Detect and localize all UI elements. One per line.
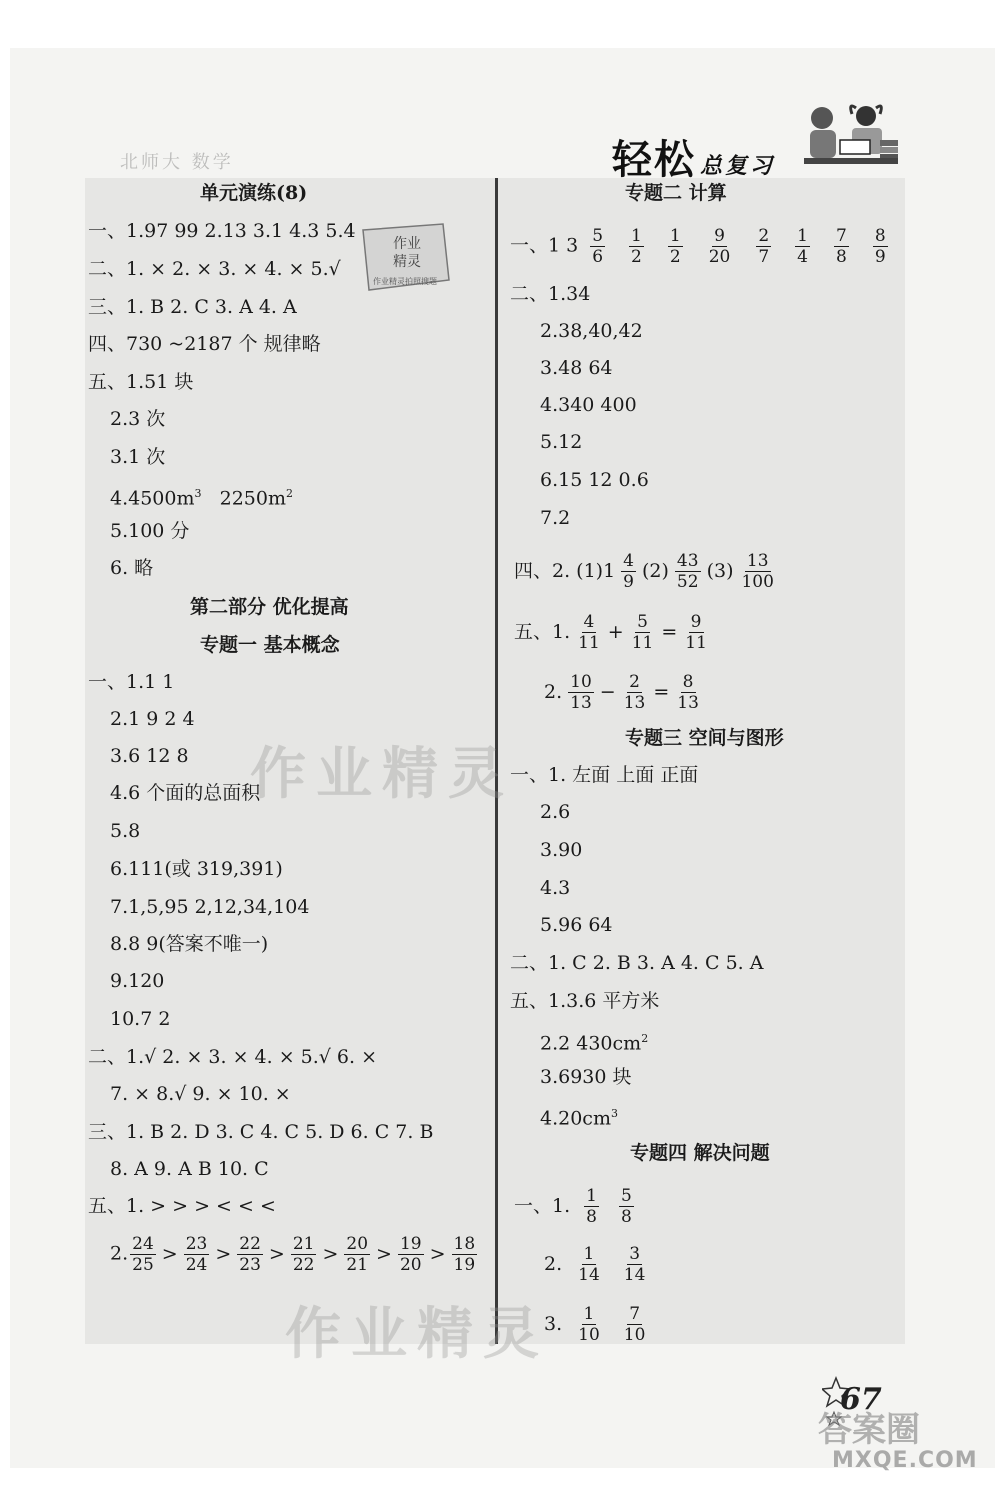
answer-line: 10.7 2 bbox=[110, 1008, 171, 1030]
svg-text:作业精灵拍照搜题: 作业精灵拍照搜题 bbox=[373, 277, 437, 286]
fraction: $\frac{2}{13}$ bbox=[623, 672, 646, 713]
answer-line: 五、1.51 块 bbox=[88, 371, 194, 393]
section-title: 专题四 解决问题 bbox=[630, 1142, 770, 1164]
fraction: $\frac{8}{9}$ bbox=[874, 226, 886, 267]
greater-than-symbol: > bbox=[322, 1242, 339, 1265]
answer-line: 5.96 64 bbox=[540, 914, 613, 936]
svg-text:精灵: 精灵 bbox=[393, 254, 421, 270]
answer-line: 8. A 9. A B 10. C bbox=[110, 1158, 269, 1180]
greater-than-symbol: > bbox=[215, 1242, 232, 1265]
answer-line: 一、1. 左面 上面 正面 bbox=[510, 764, 699, 786]
site-logo-url: MXQE.COM bbox=[832, 1448, 978, 1473]
answer-line: 2.6 bbox=[540, 801, 571, 823]
fraction: $\frac{1}{2}$ bbox=[631, 226, 642, 267]
brand-title bbox=[612, 128, 775, 185]
answer-line: 6. 略 bbox=[110, 557, 154, 579]
fraction: $\frac{23}{24}$ bbox=[185, 1234, 208, 1275]
fraction: $\frac{10}{13}$ bbox=[570, 672, 592, 713]
answer-line: 2.2 $430cm^2$ bbox=[540, 1032, 649, 1055]
watermark-text: 作业精灵 bbox=[250, 741, 514, 807]
answer-line: 3.6930 块 bbox=[540, 1066, 632, 1088]
fraction: $\frac{2}{7}$ bbox=[758, 226, 770, 267]
stamp-logo-icon bbox=[355, 222, 455, 297]
answer-line: 五、1.3.6 平方米 bbox=[510, 990, 660, 1012]
answer-line: 四、730 ~2187 个 规律略 bbox=[88, 333, 321, 355]
section-title: 专题一 基本概念 bbox=[200, 634, 340, 656]
mascot-kids-reading-icon bbox=[800, 100, 900, 170]
answer-line: 二、1. C 2. B 3. A 4. C 5. A bbox=[510, 952, 764, 974]
fraction: $\frac{9}{11}$ bbox=[685, 612, 707, 653]
item-prefix: 五、1. bbox=[514, 620, 571, 643]
fraction: $\frac{9}{20}$ bbox=[708, 226, 731, 267]
answer-line: $4.20cm^3$ bbox=[540, 1107, 618, 1130]
answer-line: 3.6 12 8 bbox=[110, 745, 189, 767]
fraction: $\frac{5}{8}$ bbox=[620, 1186, 632, 1227]
fraction-row: 一、1 3 $\frac{5}{6}$ $\frac{1}{2}$ $\frac{1}{2}$ $\frac{9}{20}$ $\frac{2}{7}$ $\frac{1}{4}$ $\frac{7}{8}$ $\frac{8}{9}$ bbox=[510, 226, 886, 267]
fraction: $\frac{1}{14}$ bbox=[578, 1244, 600, 1285]
answer-line: 3.48 64 bbox=[540, 357, 613, 379]
answer-line: 6.111(或 319,391) bbox=[110, 858, 283, 880]
answer-line: 5.12 bbox=[540, 431, 583, 453]
fraction: $\frac{4}{11}$ bbox=[578, 612, 600, 653]
plus-symbol: + bbox=[607, 620, 624, 643]
answer-line: 二、1. × 2. × 3. × 4. × 5.√ bbox=[88, 258, 341, 280]
section-title: 专题二 计算 bbox=[625, 182, 727, 204]
fraction-equation bbox=[540, 672, 703, 713]
answer-line: 2.38,40,42 bbox=[540, 320, 643, 342]
answer-line: 7. × 8.√ 9. × 10. × bbox=[110, 1083, 291, 1105]
fraction: $\frac{1}{8}$ bbox=[586, 1186, 597, 1227]
answer-line: 三、1. B 2. D 3. C 4. C 5. D 6. C 7. B bbox=[88, 1121, 434, 1143]
fraction-row bbox=[510, 1186, 644, 1227]
fraction: $\frac{21}{22}$ bbox=[292, 1234, 315, 1275]
brand-sub: 总复习 bbox=[700, 153, 776, 179]
greater-than-symbol: > bbox=[429, 1242, 446, 1265]
answer-line: 4.340 400 bbox=[540, 394, 637, 416]
answer-line: 二、1.√ 2. × 3. × 4. × 5.√ 6. × bbox=[88, 1046, 378, 1068]
item-prefix: (2) bbox=[642, 559, 669, 582]
answer-line: 4.6 个面的总面积 bbox=[110, 782, 261, 804]
brand-main: 轻松 bbox=[612, 136, 696, 183]
fraction: $\frac{1}{10}$ bbox=[578, 1304, 600, 1345]
answer-line: 5.100 分 bbox=[110, 520, 190, 542]
fraction: $\frac{24}{25}$ bbox=[132, 1234, 154, 1275]
fraction-row bbox=[540, 1304, 657, 1345]
answer-line: 2.1 9 2 4 bbox=[110, 708, 195, 730]
page-number: 67 bbox=[840, 1382, 882, 1417]
fraction: $\frac{8}{13}$ bbox=[677, 672, 699, 713]
answer-line: 一、1.97 99 2.13 3.1 4.3 5.4 bbox=[88, 220, 356, 242]
greater-than-symbol: > bbox=[268, 1242, 285, 1265]
item-prefix: 四、2. (1)1 bbox=[514, 559, 616, 582]
fraction: $\frac{7}{10}$ bbox=[623, 1304, 646, 1345]
fraction: $\frac{18}{19}$ bbox=[453, 1234, 476, 1275]
answer-line: 三、1. B 2. C 3. A 4. A bbox=[88, 296, 297, 318]
equals-symbol: = bbox=[661, 620, 678, 643]
fraction-row bbox=[540, 1244, 657, 1285]
fraction: $\frac{4}{9}$ bbox=[623, 551, 634, 592]
fraction-chain-line: 2. $\frac{24}{25}$ > $\frac{23}{24}$ > $\frac{22}{23}$ > $\frac{21}{22}$ > $\frac{20}{21}$ > $\frac{19}{20}$ > $\frac{18}{19}$ bbox=[110, 1234, 476, 1275]
item-prefix: 2. bbox=[544, 680, 563, 703]
fraction: $\frac{3}{14}$ bbox=[623, 1244, 646, 1285]
fraction: $\frac{5}{6}$ bbox=[592, 226, 604, 267]
answer-line: 7.2 bbox=[540, 507, 571, 529]
fraction: $\frac{7}{8}$ bbox=[836, 226, 847, 267]
answer-line: 9.120 bbox=[110, 970, 165, 992]
faint-header-text: 北师大 数学 bbox=[120, 152, 234, 173]
equals-symbol: = bbox=[653, 680, 670, 703]
item-prefix: 一、1. bbox=[514, 1194, 571, 1217]
svg-text:作业: 作业 bbox=[393, 236, 421, 252]
greater-than-symbol: > bbox=[161, 1242, 178, 1265]
fraction: $\frac{22}{23}$ bbox=[239, 1234, 261, 1275]
answer-line: 二、1.34 bbox=[510, 283, 591, 305]
fraction: $\frac{1}{4}$ bbox=[797, 226, 808, 267]
fraction: $\frac{20}{21}$ bbox=[346, 1234, 369, 1275]
item-prefix: (3) bbox=[706, 559, 734, 582]
fraction: $\frac{19}{20}$ bbox=[399, 1234, 422, 1275]
fraction: $\frac{5}{11}$ bbox=[631, 612, 654, 653]
part-title: 第二部分 优化提高 bbox=[190, 596, 349, 618]
fraction: $\frac{13}{100}$ bbox=[741, 551, 774, 592]
answer-line: 4.3 bbox=[540, 877, 571, 899]
fraction: $\frac{1}{2}$ bbox=[669, 226, 681, 267]
fraction-equation bbox=[510, 612, 711, 653]
site-logo-mark: 答案圈 bbox=[818, 1410, 920, 1450]
answer-line: 7.1,5,95 2,12,34,104 bbox=[110, 896, 310, 918]
answer-line: 6.15 12 0.6 bbox=[540, 469, 649, 491]
greater-than-symbol: > bbox=[376, 1242, 392, 1265]
answer-line: 一、1.1 1 bbox=[88, 671, 175, 693]
answer-line: 3.90 bbox=[540, 839, 583, 861]
fraction: $\frac{43}{52}$ bbox=[676, 551, 699, 592]
item-prefix: 3. bbox=[544, 1312, 563, 1335]
answer-line: 3.1 次 bbox=[110, 446, 166, 468]
answer-line: 五、1. > > > < < < bbox=[88, 1195, 276, 1217]
watermark-text: 作业精灵 bbox=[285, 1301, 549, 1367]
section-title: 专题三 空间与图形 bbox=[625, 727, 784, 749]
item-prefix: 2. bbox=[544, 1252, 563, 1275]
answer-line: $4.4500m^3$ $2250m^2$ bbox=[110, 487, 293, 510]
minus-symbol: − bbox=[599, 680, 616, 703]
answer-line: 5.8 bbox=[110, 820, 141, 842]
answer-line: 8.8 9(答案不唯一) bbox=[110, 933, 269, 955]
fraction-row bbox=[510, 551, 778, 592]
section-title: 单元演练(8) bbox=[200, 182, 308, 204]
answer-line: 2.3 次 bbox=[110, 408, 166, 430]
